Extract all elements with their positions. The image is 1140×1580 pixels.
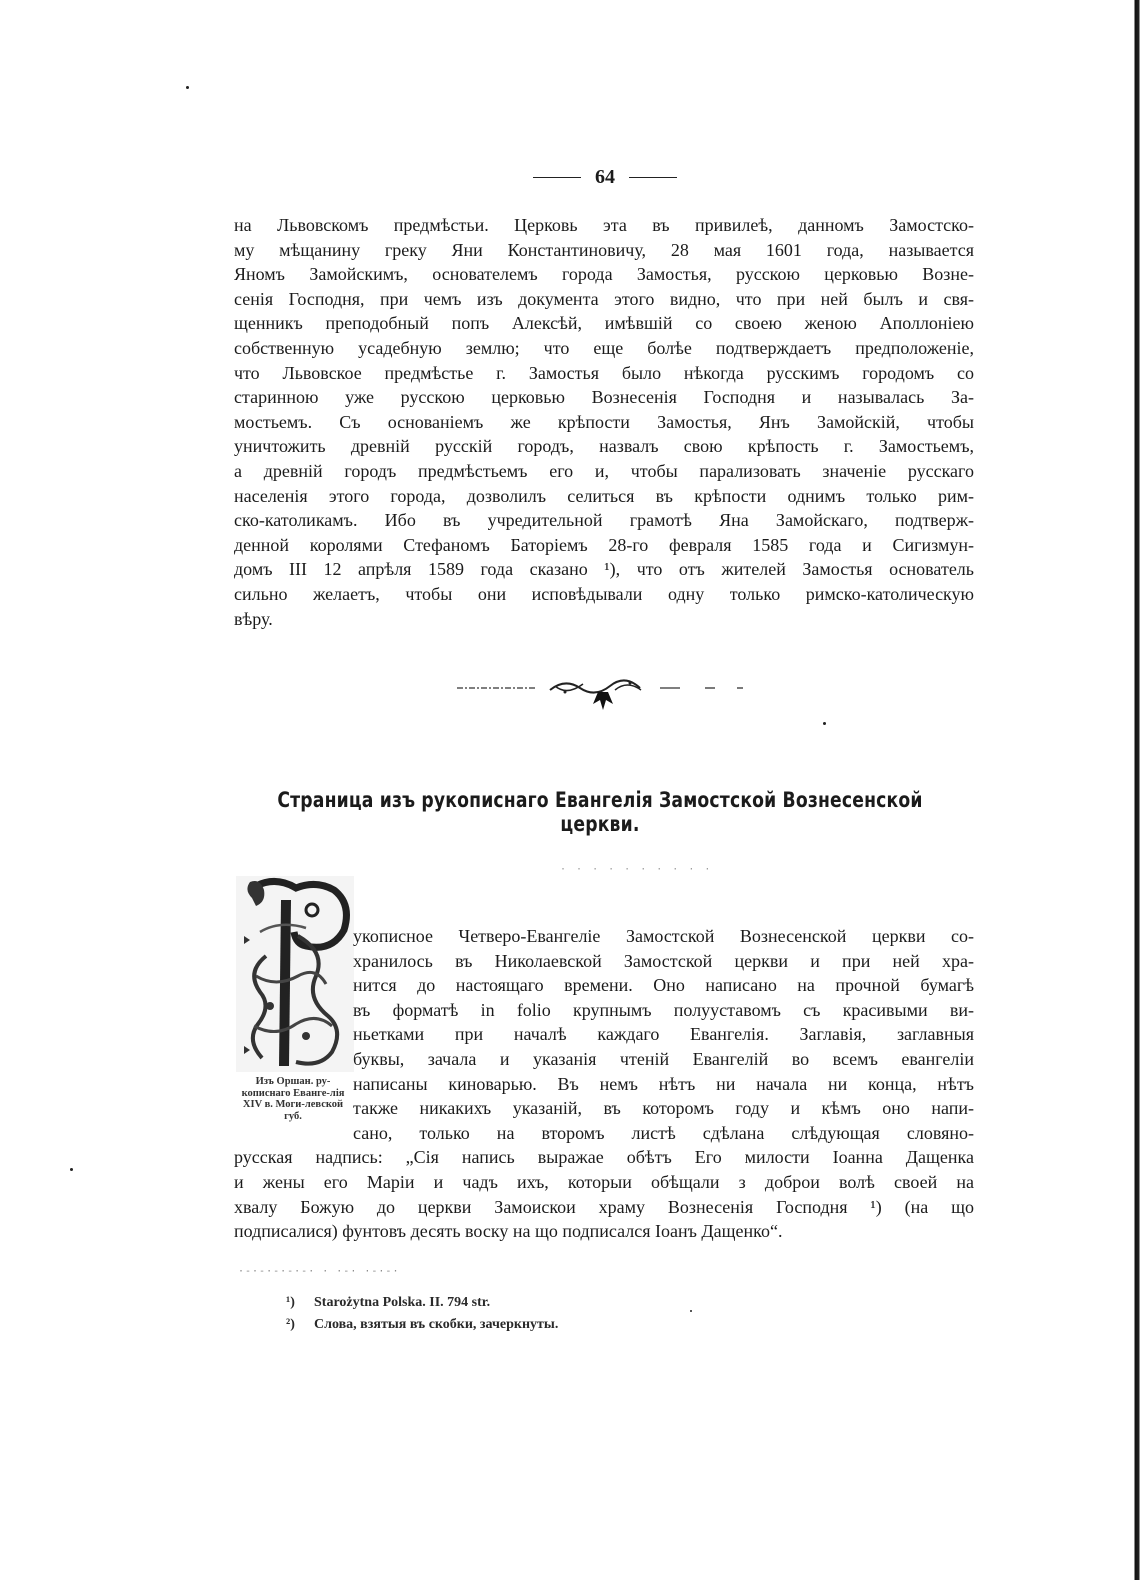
text-line: сано, только на второмъ листѣ сдѣлана слѣдующая словяно-: [353, 1122, 974, 1143]
ornament-divider: [455, 678, 755, 718]
scan-speck: [70, 1168, 73, 1171]
text-line: вѣру.: [234, 608, 273, 629]
text-line: денной королями Стефаномъ Баторіемъ 28-го февраля 1585 года и Сигизмун-: [234, 534, 974, 555]
folio-rule-left: [533, 177, 581, 178]
text-line: мостьемъ. Съ основаніемъ же крѣпости Замостья, Янъ Замойскій, чтобы: [234, 411, 974, 432]
text-line: Яномъ Замойскимъ, основателемъ города Замостья, русскою церковью Возне-: [234, 264, 974, 285]
text-line: буквы, зачала и указанія чтеній Евангелій во всемъ евангеліи: [353, 1048, 974, 1069]
text-line: хранилось въ Николаевской Замостской церкви и при ней хра-: [353, 950, 974, 971]
scan-speck: [823, 722, 826, 725]
page-number-text: 64: [595, 165, 615, 188]
text-line: также никакихъ указаній, въ которомъ году и кѣмъ оно напи-: [353, 1098, 974, 1119]
footnotes: [286, 1292, 558, 1336]
scan-edge: [1131, 0, 1140, 1580]
text-line: написаны киноварью. Въ немъ нѣтъ ни начала ни конца, нѣтъ: [353, 1073, 974, 1094]
text-line: укописное Четверо-Евангеліе Замостской Вознесенской церкви со-: [353, 926, 974, 946]
scan-speck: [690, 1310, 692, 1312]
text-line: подписалися) фунтовъ десять воску на що подписался Іоанъ Дащенко“.: [234, 1221, 783, 1242]
footnote: [286, 1292, 558, 1314]
folio-rule-right: [629, 177, 677, 178]
section-heading: Страница изъ рукописнаго Евангелія Замостской Вознесенской церкви.: [277, 788, 923, 836]
footnote-text: Starożytna Polska. II. 794 str.: [314, 1295, 491, 1310]
page-number: [530, 165, 680, 189]
scan-speck: [186, 86, 189, 89]
text-line: му мѣщанину греку Яни Константиновичу, 28 мая 1601 года, называется: [234, 239, 974, 260]
text-line: нится до настоящаго времени. Оно написано на прочной бумагѣ: [353, 975, 974, 996]
footnote-separator: ·-·-·-·-·-· · ·-· ·-·-·: [238, 1266, 400, 1277]
footnote-mark: ²): [286, 1317, 295, 1332]
text-line: населенія этого города, дозволилъ селиться въ крѣпости однимъ только рим-: [234, 485, 974, 506]
paragraph-1: [234, 213, 974, 631]
text-line: ско-католикамъ. Ибо въ учредительной грамотѣ Яна Замойскаго, подтверж-: [234, 510, 974, 531]
text-line: что Львовское предмѣстье г. Замостья было нѣкогда русскимъ городомъ со: [234, 362, 974, 383]
decorative-dots: · · · · · · · · · ·: [560, 864, 713, 875]
text-line: щенникъ преподобный попъ Алексѣй, имѣвшій со своею женою Аполлоніею: [234, 313, 974, 334]
footnote-text: Слова, взятыя въ скобки, зачеркнуты.: [314, 1317, 559, 1332]
text-line: собственную усадебную землю; что еще болѣе подтверждаетъ предположеніе,: [234, 337, 974, 358]
text-line: сенія Господня, при чемъ изъ документа этого видно, что при ней былъ и свя-: [234, 288, 974, 309]
text-line: сильно желаетъ, чтобы они исповѣдывали одну только римско-католическую: [234, 583, 974, 604]
illustration-caption: Изъ Оршан. ру-кописнаго Еванге-лія XIV в. Моги-левской губ.: [241, 1076, 345, 1122]
footnote: [286, 1314, 558, 1336]
text-line: въ форматѣ in folio крупнымъ полууставомъ съ красивыми ви-: [353, 999, 974, 1020]
text-line: на Львовскомъ предмѣстьи. Церковь эта въ привилеѣ, данномъ Замостско-: [234, 215, 974, 235]
footnote-mark: ¹): [286, 1295, 295, 1310]
text-line: и жены его Маріи и чадъ ихъ, которыи обѣщали з доброи волѣ своей на: [234, 1171, 974, 1192]
text-line: уничтожить древній русскій городъ, назвалъ свою крѣпость г. Замостьемъ,: [234, 436, 974, 457]
text-line: старинною уже русскою церковью Вознесенія Господня и называлась За-: [234, 387, 974, 408]
text-line: ньетками при началѣ каждаго Евангелія. Заглавія, заглавныя: [353, 1024, 974, 1045]
text-line: а древній городъ предмѣстьемъ его и, чтобы парализовать значеніе русскаго: [234, 460, 974, 481]
paragraph-2: [234, 924, 974, 1244]
text-line: домъ III 12 апрѣля 1589 года сказано ¹), что отъ жителей Замостья основатель: [234, 559, 974, 580]
text-line: русская надпись: „Сія напись выражае обѣтъ Его милости Іоанна Дащенка: [234, 1147, 974, 1168]
text-line: хвалу Божую до церкви Замоискои храму Вознесенія Господня ¹) (на що: [234, 1196, 974, 1217]
